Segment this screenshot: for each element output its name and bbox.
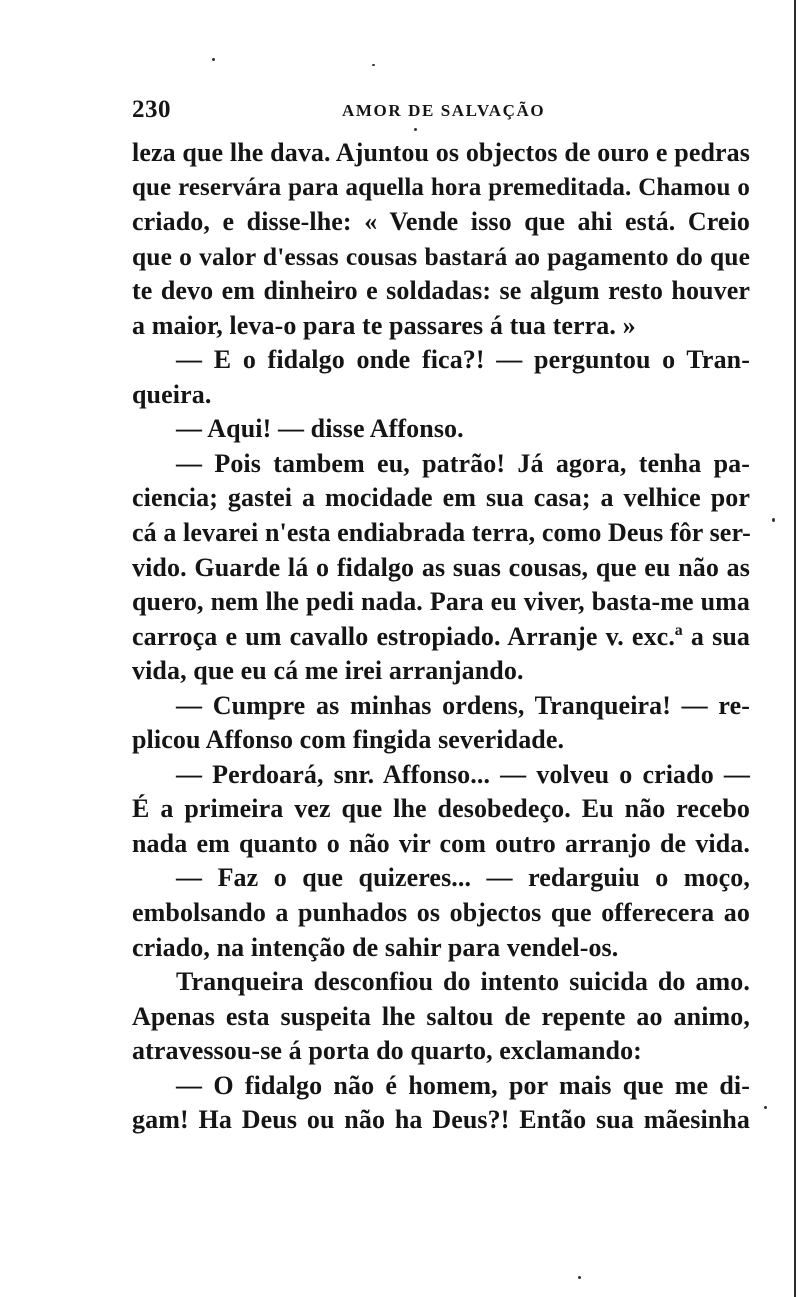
text-line: vido. Guarde lá o fidalgo as suas cousas, que eu não as (132, 552, 750, 582)
text-line: Apenas esta suspeita lhe saltou de repente ao animo, (132, 1001, 750, 1031)
text-line: — Cumpre as minhas ordens, Tranqueira! — re- (176, 690, 750, 720)
body-text (132, 136, 750, 1138)
text-line: leza que lhe dava. Ajuntou os objectos de ouro e pedras (132, 138, 750, 167)
text-line: — Pois tambem eu, patrão! Já agora, tenha pa- (176, 448, 750, 478)
print-speck (578, 1276, 581, 1279)
text-line: criado, e disse-lhe: « Vende isso que ahi está. Creio (132, 207, 750, 237)
text-line: quero, nem lhe pedi nada. Para eu viver, basta-me uma (132, 587, 750, 617)
text-line: plicou Affonso com fingida severidade. (132, 725, 565, 755)
print-speck (414, 128, 417, 131)
text-line: — Perdoará, snr. Affonso... — volveu o criado — (176, 759, 750, 789)
text-line: gam! Ha Deus ou não ha Deus?! Então sua mãesinha (132, 1105, 750, 1135)
text-line: — Aqui! — disse Affonso. (176, 414, 464, 444)
print-speck (372, 64, 375, 66)
print-speck (212, 58, 215, 61)
text-line: nada em quanto o não vir com outro arranjo de vida. (132, 828, 750, 858)
print-speck (764, 1106, 767, 1109)
print-speck (772, 518, 775, 522)
text-line: atravessou-se á porta do quarto, exclamando: (132, 1036, 642, 1066)
text-line: cá a levarei n'esta endiabrada terra, como Deus fôr ser- (132, 518, 751, 548)
text-line: — E o fidalgo onde fica?! — perguntou o Tran- (176, 345, 750, 375)
text-line: que o valor d'essas cousas bastará ao pagamento do que (132, 241, 750, 271)
page-edge-shadow (794, 0, 796, 1297)
text-line: queira. (132, 379, 212, 409)
text-line: vida, que eu cá me irei arranjando. (132, 656, 524, 686)
text-line: É a primeira vez que lhe desobedeço. Eu não recebo (132, 794, 750, 824)
page-header (132, 96, 752, 130)
text-line: carroça e um cavallo estropiado. Arranje v. exc.ª a sua (132, 621, 750, 651)
running-title: AMOR DE SALVAÇÃO (342, 101, 546, 120)
page-number: 230 (132, 96, 171, 123)
text-line: — O fidalgo não é homem, por mais que me di- (176, 1070, 750, 1100)
text-line: te devo em dinheiro e soldadas: se algum resto houver (132, 276, 750, 306)
text-line: embolsando a punhados os objectos que offerecera ao (132, 898, 750, 928)
text-line: — Faz o que quizeres... — redarguiu o moço, (176, 863, 750, 893)
text-line: a maior, leva-o para te passares á tua terra. » (132, 310, 636, 340)
text-line: Tranqueira desconfiou do intento suicida do amo. (176, 967, 750, 997)
text-line: que reservára para aquella hora premeditada. Chamou o (132, 173, 750, 201)
text-line: ciencia; gastei a mocidade em sua casa; a velhice por (132, 483, 750, 513)
text-line: criado, na intenção de sahir para vendel-os. (132, 932, 619, 962)
